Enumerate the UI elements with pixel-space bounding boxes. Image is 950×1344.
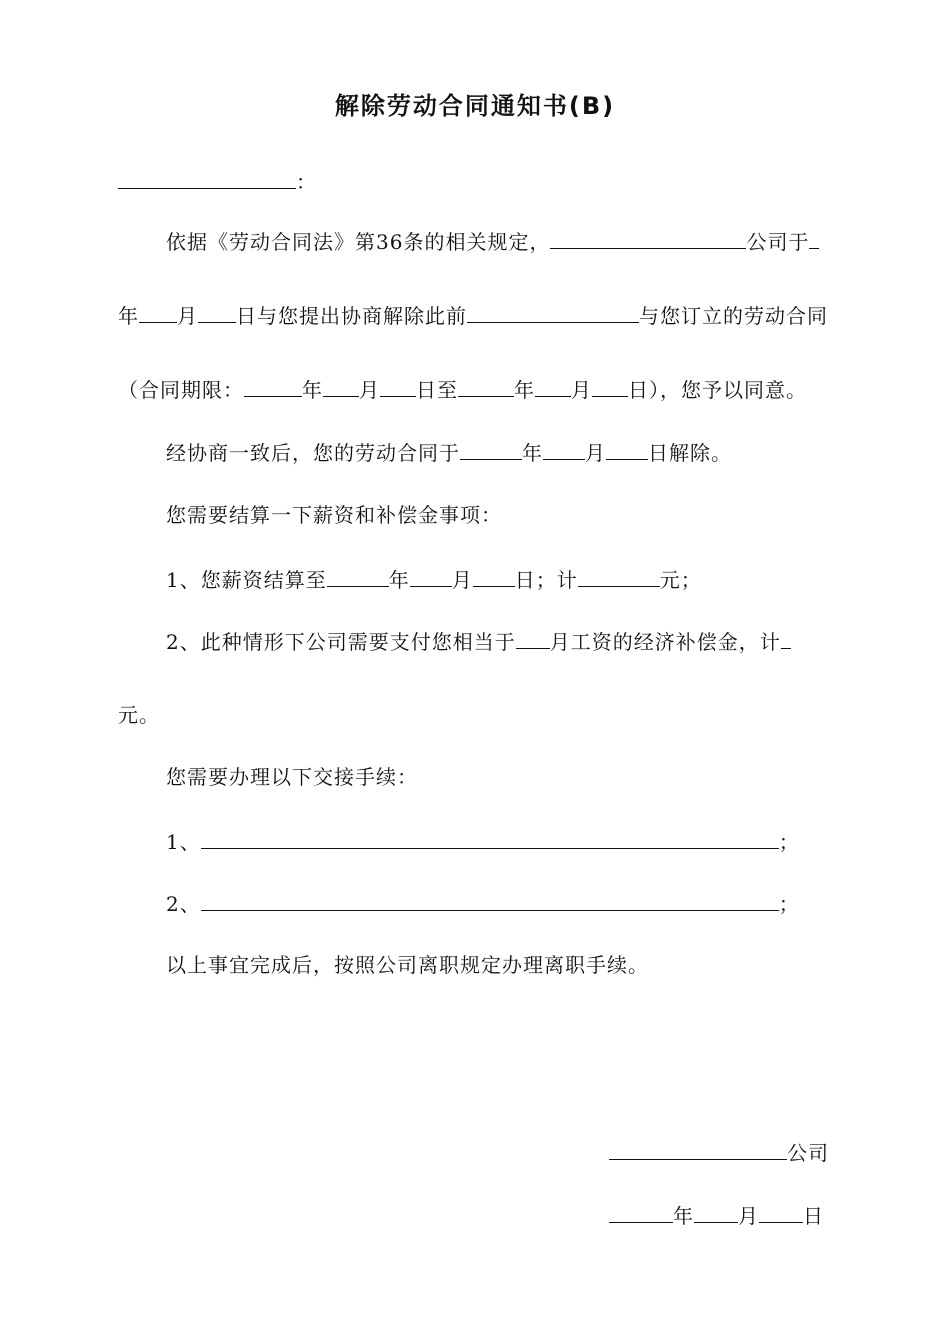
signature-day: 日 bbox=[803, 1204, 824, 1228]
blank bbox=[458, 374, 514, 397]
p1-text-g: （合同期限： bbox=[118, 378, 244, 402]
blank bbox=[609, 1200, 673, 1223]
blank bbox=[380, 374, 416, 397]
p2-month: 月 bbox=[585, 441, 606, 465]
page-title: 解除劳动合同通知书(B) bbox=[334, 92, 616, 120]
item2-text-b: 月工资的经济补偿金，计 bbox=[549, 630, 781, 654]
paragraph-1-line-2 bbox=[118, 300, 828, 330]
blank bbox=[578, 564, 660, 587]
blank bbox=[543, 437, 585, 460]
p1-year-3: 年 bbox=[514, 378, 535, 402]
p1-month-2: 月 bbox=[359, 378, 380, 402]
handover2-num: 2、 bbox=[166, 892, 201, 916]
addressee-blank bbox=[118, 166, 296, 189]
paragraph-5: 以上事宜完成后，按照公司离职规定办理离职手续。 bbox=[166, 953, 649, 977]
handover2-end: ； bbox=[778, 892, 800, 916]
p1-text-f: 与您订立的劳动合同 bbox=[639, 304, 828, 328]
blank bbox=[201, 826, 779, 849]
blank bbox=[759, 1200, 803, 1223]
blank bbox=[410, 564, 452, 587]
blank bbox=[535, 374, 571, 397]
signature-date bbox=[609, 1200, 824, 1230]
item1-text-e: 元； bbox=[659, 568, 702, 592]
blank bbox=[809, 226, 819, 249]
blank bbox=[781, 626, 791, 649]
p1-text-b: 公司于 bbox=[746, 230, 810, 254]
blank bbox=[609, 1137, 787, 1160]
blank bbox=[201, 888, 779, 911]
blank bbox=[592, 374, 628, 397]
blank bbox=[467, 300, 639, 323]
signature-company bbox=[609, 1137, 829, 1167]
addressee-line bbox=[118, 166, 317, 196]
p2-text-d: 日解除。 bbox=[648, 441, 732, 465]
handover-item-2 bbox=[166, 888, 800, 918]
company-name-blank bbox=[550, 226, 746, 249]
paragraph-2 bbox=[166, 437, 732, 467]
blank bbox=[327, 564, 389, 587]
handover1-num: 1、 bbox=[166, 830, 201, 854]
paragraph-3: 您需要结算一下薪资和补偿金事项： bbox=[166, 503, 502, 527]
paragraph-4: 您需要办理以下交接手续： bbox=[166, 765, 418, 789]
handover-item-1 bbox=[166, 826, 800, 856]
item2-text-a: 2、此种情形下公司需要支付您相当于 bbox=[166, 630, 516, 654]
blank bbox=[139, 300, 177, 323]
p2-text-a: 经协商一致后，您的劳动合同于 bbox=[166, 441, 460, 465]
salary-item-2-line-1 bbox=[166, 626, 791, 656]
salary-item-2-line-2: 元。 bbox=[118, 703, 160, 727]
p1-text-m: 日），您予以同意。 bbox=[628, 378, 807, 402]
blank bbox=[606, 437, 648, 460]
addressee-colon: ： bbox=[296, 170, 317, 194]
signature-month: 月 bbox=[738, 1204, 759, 1228]
paragraph-1-line-1 bbox=[166, 226, 819, 256]
item1-text-d: 日；计 bbox=[514, 568, 578, 592]
blank bbox=[198, 300, 236, 323]
blank bbox=[323, 374, 359, 397]
signature-year: 年 bbox=[673, 1204, 694, 1228]
blank bbox=[460, 437, 522, 460]
blank bbox=[694, 1200, 738, 1223]
p1-month-3: 月 bbox=[571, 378, 592, 402]
blank bbox=[244, 374, 302, 397]
signature-company-label: 公司 bbox=[787, 1141, 829, 1165]
blank bbox=[473, 564, 515, 587]
p1-year: 年 bbox=[118, 304, 139, 328]
p1-day-2: 日至 bbox=[416, 378, 458, 402]
p2-year: 年 bbox=[522, 441, 543, 465]
p1-year-2: 年 bbox=[302, 378, 323, 402]
item1-month: 月 bbox=[451, 568, 473, 592]
salary-item-1 bbox=[166, 564, 702, 594]
item1-year: 年 bbox=[388, 568, 410, 592]
paragraph-1-line-3 bbox=[118, 374, 807, 404]
p1-month: 月 bbox=[177, 304, 198, 328]
p1-text-a: 依据《劳动合同法》第36条的相关规定， bbox=[166, 230, 551, 254]
item1-text-a: 1、您薪资结算至 bbox=[166, 568, 327, 592]
handover1-end: ； bbox=[778, 830, 800, 854]
p1-text-e: 日与您提出协商解除此前 bbox=[236, 304, 467, 328]
blank bbox=[516, 626, 550, 649]
